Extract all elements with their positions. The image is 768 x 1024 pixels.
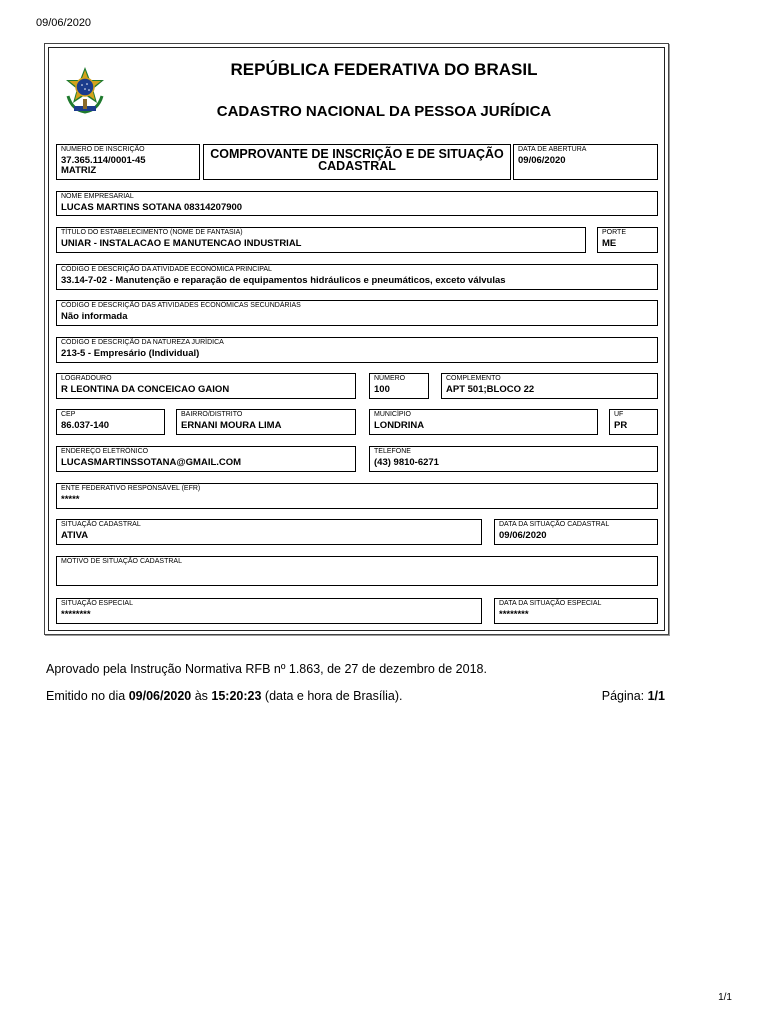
field-situacao-cadastral <box>56 519 482 545</box>
field-value: 09/06/2020 <box>518 155 566 166</box>
emission-date: 09/06/2020 <box>128 689 192 703</box>
field-value: PR <box>614 420 628 431</box>
field-data-situacao-cadastral <box>494 519 658 545</box>
field-complemento <box>441 373 658 399</box>
field-motivo-situacao <box>56 556 658 586</box>
field-value: ME <box>602 238 617 249</box>
field-label: LOGRADOURO <box>61 375 112 382</box>
field-label: MUNICÍPIO <box>374 411 411 418</box>
emission-suffix: (data e hora de Brasília). <box>261 689 403 703</box>
field-label: CÓDIGO E DESCRIÇÃO DA NATUREZA JURÍDICA <box>61 339 224 346</box>
field-value: 86.037-140 <box>61 420 110 431</box>
field-value: LONDRINA <box>374 420 425 431</box>
field-value: UNIAR - INSTALACAO E MANUTENCAO INDUSTRIAL <box>61 238 302 249</box>
field-label: ENTE FEDERATIVO RESPONSÁVEL (EFR) <box>61 485 201 492</box>
emission-info <box>46 689 403 703</box>
field-label: PORTE <box>602 229 626 236</box>
comprovante-title-line1: COMPROVANTE DE INSCRIÇÃO E DE SITUAÇÃO <box>210 147 504 161</box>
field-value: LUCAS MARTINS SOTANA 08314207900 <box>61 202 243 213</box>
comprovante-title-line2: CADASTRAL <box>318 159 396 173</box>
field-label: CÓDIGO E DESCRIÇÃO DAS ATIVIDADES ECONÔMICAS SECUNDÁRIAS <box>61 302 301 309</box>
field-telefone <box>369 446 658 472</box>
field-value: ******** <box>61 609 91 620</box>
field-value: ERNANI MOURA LIMA <box>181 420 282 431</box>
field-natureza-juridica <box>56 337 658 363</box>
field-value: (43) 9810-6271 <box>374 457 439 468</box>
field-value: 09/06/2020 <box>499 530 547 541</box>
field-cep <box>56 409 165 435</box>
emission-time: 15:20:23 <box>211 689 262 703</box>
field-value: 213-5 - Empresário (Individual) <box>61 348 200 359</box>
emission-prefix: Emitido no dia <box>46 689 129 703</box>
field-uf <box>609 409 658 435</box>
field-value: 33.14-7-02 - Manutenção e reparação de equipamentos hidráulicos e pneumáticos, exceto válvulas <box>61 275 506 286</box>
field-label: TÍTULO DO ESTABELECIMENTO (NOME DE FANTASIA) <box>61 229 243 236</box>
field-value: ***** <box>61 494 80 505</box>
approval-note: Aprovado pela Instrução Normativa RFB nº 1.863, de 27 de dezembro de 2018. <box>46 662 487 676</box>
field-bairro <box>176 409 356 435</box>
page-indicator <box>602 689 665 703</box>
field-label: CEP <box>61 411 76 418</box>
print-date: 09/06/2020 <box>36 17 92 29</box>
field-label: TELEFONE <box>374 448 411 455</box>
print-page-number: 1/1 <box>718 992 732 1003</box>
field-label: BAIRRO/DISTRITO <box>181 411 243 418</box>
field-nome-fantasia <box>56 227 586 253</box>
field-value: Não informada <box>61 311 128 322</box>
field-value: 37.365.114/0001-45 <box>61 155 146 166</box>
field-efr <box>56 483 658 509</box>
field-logradouro <box>56 373 356 399</box>
field-label: DATA DA SITUAÇÃO CADASTRAL <box>499 521 610 528</box>
field-label: NÚMERO <box>374 375 406 382</box>
field-label: NÚMERO DE INSCRIÇÃO <box>61 146 145 153</box>
page-value: 1/1 <box>647 689 665 703</box>
field-porte <box>597 227 658 253</box>
page-title: REPÚBLICA FEDERATIVA DO BRASIL <box>230 60 538 79</box>
field-value-secondary: MATRIZ <box>61 165 97 176</box>
field-comprovante-title <box>203 144 511 180</box>
field-value: LUCASMARTINSSOTANA@GMAIL.COM <box>61 457 242 468</box>
field-label: DATA DE ABERTURA <box>518 146 587 153</box>
field-value: ATIVA <box>61 530 89 541</box>
field-atividades-secundarias <box>56 300 658 326</box>
field-situacao-especial <box>56 598 482 624</box>
field-label: SITUAÇÃO ESPECIAL <box>61 600 133 607</box>
field-email <box>56 446 356 472</box>
field-numero <box>369 373 429 399</box>
field-data-situacao-especial <box>494 598 658 624</box>
field-label: UF <box>614 411 624 418</box>
field-municipio <box>369 409 598 435</box>
field-value: ******** <box>499 609 529 620</box>
field-label: SITUAÇÃO CADASTRAL <box>61 521 141 528</box>
field-inscricao <box>56 144 200 180</box>
field-label: DATA DA SITUAÇÃO ESPECIAL <box>499 600 602 607</box>
field-value: 100 <box>374 384 390 395</box>
field-atividade-principal <box>56 264 658 290</box>
field-label: MOTIVO DE SITUAÇÃO CADASTRAL <box>61 558 182 565</box>
field-data-abertura <box>513 144 658 180</box>
field-label: COMPLEMENTO <box>446 375 501 382</box>
page-subtitle: CADASTRO NACIONAL DA PESSOA JURÍDICA <box>216 103 552 120</box>
field-nome-empresarial <box>56 191 658 216</box>
field-value: R LEONTINA DA CONCEICAO GAION <box>61 384 230 395</box>
page-label: Página: <box>601 689 648 703</box>
field-label: CÓDIGO E DESCRIÇÃO DA ATIVIDADE ECONÔMICA PRINCIPAL <box>61 266 272 273</box>
field-label: NOME EMPRESARIAL <box>61 193 134 200</box>
field-label: ENDEREÇO ELETRÔNICO <box>61 448 149 455</box>
emission-mid: às <box>191 689 212 703</box>
field-value: APT 501;BLOCO 22 <box>446 384 535 395</box>
